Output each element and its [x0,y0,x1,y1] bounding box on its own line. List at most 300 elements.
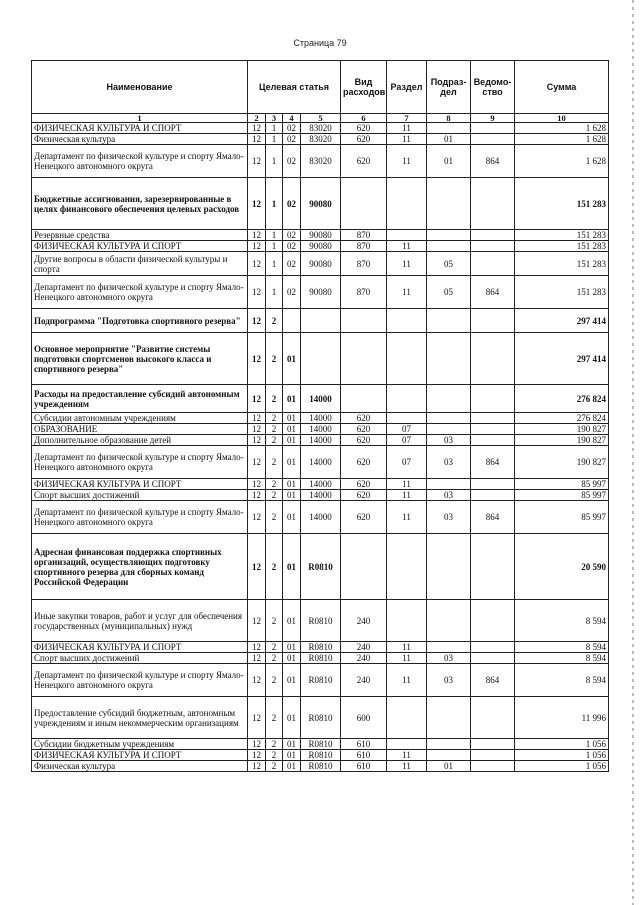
cell-subsection [427,385,471,413]
cell-section: 07 [387,424,427,435]
cell-target-direction: R0810 [301,534,341,600]
cell-department [471,761,515,772]
cell-target-event: 01 [283,424,301,435]
cell-subsection: 03 [427,490,471,501]
table-row [32,501,609,534]
cell-sum: 297 414 [515,333,609,385]
cell-target-subprogram: 2 [266,501,283,534]
cell-name: Спорт высших достижений [32,490,248,501]
cell-name: Спорт высших достижений [32,653,248,664]
cell-sum: 151 283 [515,241,609,252]
table-row [32,534,609,600]
cell-department: 864 [471,501,515,534]
cell-target-event: 01 [283,479,301,490]
cell-target-event: 01 [283,435,301,446]
cell-target-event: 02 [283,134,301,145]
cell-sum: 20 590 [515,534,609,600]
cell-section [387,534,427,600]
cell-name: Основное мероприятие "Развитие системы подготовки спортсменов высокого класса и спортивного резерва" [32,333,248,385]
header-row [32,61,609,114]
header-expense-type: Вид расходов [341,61,387,114]
cell-target-event [283,309,301,333]
cell-section: 11 [387,252,427,276]
cell-name: Другие вопросы в области физической культуры и спорта [32,252,248,276]
header-sum: Сумма [515,61,609,114]
cell-department [471,241,515,252]
cell-name: Департамент по физической культуре и спорту Ямало-Ненецкого автономного округа [32,276,248,309]
cell-name: Физическая культура [32,761,248,772]
cell-section: 11 [387,642,427,653]
cell-sum: 151 283 [515,230,609,241]
cell-target-program: 12 [248,276,266,309]
cell-target-subprogram: 2 [266,479,283,490]
cell-target-event: 01 [283,750,301,761]
cell-target-event: 01 [283,739,301,750]
cell-target-subprogram: 2 [266,435,283,446]
table-row [32,134,609,145]
cell-target-event: 01 [283,501,301,534]
cell-expense-type: 620 [341,134,387,145]
cell-target-program: 12 [248,446,266,479]
cell-department [471,435,515,446]
cell-target-subprogram: 2 [266,750,283,761]
cell-department: 864 [471,145,515,178]
cell-sum: 1 628 [515,123,609,134]
cell-subsection [427,333,471,385]
cell-target-program: 12 [248,134,266,145]
cell-section: 11 [387,750,427,761]
cell-expense-type: 870 [341,252,387,276]
cell-expense-type: 240 [341,653,387,664]
cell-target-program: 12 [248,178,266,230]
cell-sum: 151 283 [515,178,609,230]
cell-target-event: 02 [283,276,301,309]
cell-target-event: 01 [283,761,301,772]
cell-section [387,309,427,333]
cell-expense-type: 620 [341,145,387,178]
cell-section [387,739,427,750]
cell-section: 11 [387,134,427,145]
cell-expense-type: 240 [341,600,387,642]
cell-target-direction: 90080 [301,230,341,241]
cell-target-direction: R0810 [301,750,341,761]
cell-target-direction [301,309,341,333]
cell-name: Расходы на предоставление субсидий автономным учреждениям [32,385,248,413]
col-number: 6 [341,114,387,123]
cell-target-program: 12 [248,750,266,761]
cell-target-program: 12 [248,241,266,252]
header-name: Наименование [32,61,248,114]
cell-subsection [427,241,471,252]
cell-target-direction: 14000 [301,413,341,424]
header-department: Ведомо-ство [471,61,515,114]
cell-subsection: 03 [427,446,471,479]
cell-department [471,490,515,501]
cell-sum: 1 056 [515,739,609,750]
cell-name: ФИЗИЧЕСКАЯ КУЛЬТУРА И СПОРТ [32,241,248,252]
cell-target-program: 12 [248,501,266,534]
cell-target-program: 12 [248,230,266,241]
cell-expense-type: 620 [341,123,387,134]
cell-expense-type: 620 [341,490,387,501]
cell-target-subprogram: 1 [266,230,283,241]
cell-expense-type: 610 [341,750,387,761]
cell-target-subprogram: 2 [266,739,283,750]
cell-sum: 276 824 [515,385,609,413]
cell-target-event: 02 [283,178,301,230]
cell-section: 11 [387,664,427,697]
table-row [32,413,609,424]
cell-target-direction: R0810 [301,664,341,697]
cell-section [387,333,427,385]
cell-expense-type: 620 [341,424,387,435]
cell-expense-type [341,385,387,413]
cell-expense-type: 620 [341,446,387,479]
cell-target-program: 12 [248,424,266,435]
cell-target-event: 01 [283,333,301,385]
cell-name: Департамент по физической культуре и спорту Ямало-Ненецкого автономного округа [32,446,248,479]
cell-expense-type [341,333,387,385]
cell-expense-type: 620 [341,435,387,446]
table-row [32,435,609,446]
col-number: 1 [32,114,248,123]
table-row [32,600,609,642]
cell-target-direction: 83020 [301,123,341,134]
cell-name: Резервные средства [32,230,248,241]
table-row [32,123,609,134]
cell-subsection [427,479,471,490]
cell-sum: 1 056 [515,761,609,772]
cell-target-event: 01 [283,664,301,697]
cell-name: ФИЗИЧЕСКАЯ КУЛЬТУРА И СПОРТ [32,642,248,653]
col-number: 2 [248,114,266,123]
cell-subsection [427,739,471,750]
cell-target-subprogram: 2 [266,664,283,697]
table-row [32,446,609,479]
cell-target-subprogram: 2 [266,600,283,642]
cell-name: Дополнительное образование детей [32,435,248,446]
cell-target-program: 12 [248,600,266,642]
cell-target-direction: R0810 [301,653,341,664]
cell-target-subprogram: 1 [266,252,283,276]
cell-section: 11 [387,761,427,772]
cell-expense-type: 610 [341,761,387,772]
cell-expense-type [341,178,387,230]
cell-target-event: 01 [283,600,301,642]
col-number: 10 [515,114,609,123]
cell-subsection: 03 [427,664,471,697]
cell-section [387,413,427,424]
col-number: 3 [266,114,283,123]
cell-sum: 8 594 [515,642,609,653]
cell-subsection: 01 [427,134,471,145]
cell-target-event: 01 [283,446,301,479]
cell-department [471,178,515,230]
cell-department [471,750,515,761]
cell-section: 11 [387,241,427,252]
cell-target-event: 01 [283,697,301,739]
cell-target-direction: R0810 [301,761,341,772]
cell-sum: 85 997 [515,490,609,501]
cell-target-program: 12 [248,761,266,772]
col-number: 5 [301,114,341,123]
cell-sum: 151 283 [515,276,609,309]
cell-target-direction: 83020 [301,145,341,178]
cell-department [471,123,515,134]
cell-name: Адресная финансовая поддержка спортивных организаций, осуществляющих подготовку спортивного резерва для сборных команд Российской Федерации [32,534,248,600]
cell-department [471,739,515,750]
cell-target-subprogram: 2 [266,309,283,333]
cell-target-direction: R0810 [301,642,341,653]
cell-department [471,252,515,276]
cell-target-event: 01 [283,413,301,424]
cell-sum: 85 997 [515,501,609,534]
cell-subsection [427,230,471,241]
col-number: 7 [387,114,427,123]
cell-subsection: 05 [427,276,471,309]
cell-name: Бюджетные ассигнования, зарезервированные в целях финансового обеспечения целевых расходов [32,178,248,230]
cell-section: 07 [387,446,427,479]
cell-target-subprogram: 2 [266,333,283,385]
table-row [32,424,609,435]
cell-name: ФИЗИЧЕСКАЯ КУЛЬТУРА И СПОРТ [32,750,248,761]
cell-subsection [427,424,471,435]
cell-name: Субсидии бюджетным учреждениям [32,739,248,750]
cell-sum: 1 628 [515,145,609,178]
cell-sum: 85 997 [515,479,609,490]
cell-expense-type: 610 [341,739,387,750]
cell-expense-type: 240 [341,642,387,653]
table-row [32,276,609,309]
cell-department [471,600,515,642]
cell-subsection: 03 [427,435,471,446]
cell-department [471,479,515,490]
cell-section: 11 [387,276,427,309]
cell-target-program: 12 [248,534,266,600]
cell-target-direction: 14000 [301,385,341,413]
cell-section [387,230,427,241]
cell-department [471,424,515,435]
cell-department: 864 [471,664,515,697]
cell-section: 11 [387,501,427,534]
cell-expense-type: 620 [341,479,387,490]
cell-subsection: 03 [427,501,471,534]
cell-subsection [427,600,471,642]
cell-department: 864 [471,276,515,309]
cell-target-subprogram: 2 [266,642,283,653]
table-row [32,230,609,241]
cell-sum: 1 056 [515,750,609,761]
cell-department [471,134,515,145]
cell-expense-type: 600 [341,697,387,739]
cell-department [471,309,515,333]
cell-target-direction: 14000 [301,435,341,446]
cell-subsection [427,123,471,134]
cell-target-program: 12 [248,490,266,501]
cell-name: Подпрограмма "Подготовка спортивного резерва" [32,309,248,333]
table-row [32,750,609,761]
col-number: 9 [471,114,515,123]
cell-target-event: 02 [283,230,301,241]
cell-section [387,178,427,230]
cell-target-program: 12 [248,739,266,750]
cell-sum: 11 996 [515,697,609,739]
cell-expense-type [341,534,387,600]
table-row [32,145,609,178]
col-number: 8 [427,114,471,123]
cell-section: 07 [387,435,427,446]
cell-sum: 190 827 [515,435,609,446]
cell-target-direction: 14000 [301,424,341,435]
cell-target-event: 01 [283,490,301,501]
table-row [32,490,609,501]
cell-department [471,413,515,424]
col-number: 4 [283,114,301,123]
cell-target-program: 12 [248,697,266,739]
cell-name: Субсидии автономным учреждениям [32,413,248,424]
cell-department [471,385,515,413]
cell-name: ОБРАЗОВАНИЕ [32,424,248,435]
cell-target-program: 12 [248,123,266,134]
cell-sum: 276 824 [515,413,609,424]
cell-expense-type: 870 [341,230,387,241]
cell-section [387,697,427,739]
cell-section [387,600,427,642]
cell-sum: 8 594 [515,653,609,664]
table-row [32,761,609,772]
cell-subsection [427,309,471,333]
cell-target-direction: R0810 [301,600,341,642]
table-row [32,739,609,750]
cell-subsection [427,642,471,653]
cell-target-direction: 14000 [301,490,341,501]
cell-target-subprogram: 2 [266,424,283,435]
cell-expense-type: 620 [341,501,387,534]
cell-target-subprogram: 2 [266,697,283,739]
cell-sum: 297 414 [515,309,609,333]
header-target: Целевая статья [248,61,341,114]
cell-target-event: 02 [283,123,301,134]
cell-department [471,653,515,664]
header-section: Раздел [387,61,427,114]
cell-target-program: 12 [248,435,266,446]
cell-target-event: 02 [283,241,301,252]
cell-section: 11 [387,479,427,490]
cell-target-subprogram: 2 [266,653,283,664]
cell-expense-type: 620 [341,413,387,424]
cell-sum: 1 628 [515,134,609,145]
cell-expense-type: 870 [341,276,387,309]
cell-target-subprogram: 2 [266,761,283,772]
cell-target-direction: 14000 [301,479,341,490]
cell-subsection [427,178,471,230]
cell-target-program: 12 [248,413,266,424]
cell-target-program: 12 [248,385,266,413]
cell-section: 11 [387,123,427,134]
cell-target-subprogram: 1 [266,145,283,178]
cell-target-subprogram: 2 [266,413,283,424]
table-row [32,479,609,490]
cell-name: Иные закупки товаров, работ и услуг для обеспечения государственных (муниципальных) нужд [32,600,248,642]
cell-target-direction: R0810 [301,697,341,739]
cell-target-program: 12 [248,653,266,664]
table-row [32,664,609,697]
cell-name: ФИЗИЧЕСКАЯ КУЛЬТУРА И СПОРТ [32,123,248,134]
cell-sum: 8 594 [515,664,609,697]
cell-target-program: 12 [248,309,266,333]
header-subsection: Подраз-дел [427,61,471,114]
table-row [32,385,609,413]
cell-subsection [427,413,471,424]
cell-expense-type [341,309,387,333]
cell-target-subprogram: 2 [266,446,283,479]
page-label: Страница 79 [293,38,347,48]
cell-target-direction: R0810 [301,739,341,750]
cell-target-event: 02 [283,252,301,276]
cell-subsection [427,750,471,761]
cell-target-program: 12 [248,642,266,653]
cell-target-subprogram: 2 [266,534,283,600]
cell-subsection: 01 [427,145,471,178]
cell-section: 11 [387,653,427,664]
cell-section: 11 [387,145,427,178]
cell-target-program: 12 [248,664,266,697]
cell-subsection: 01 [427,761,471,772]
cell-target-direction: 90080 [301,252,341,276]
cell-target-direction [301,333,341,385]
cell-target-direction: 83020 [301,134,341,145]
cell-target-event: 01 [283,653,301,664]
cell-department [471,333,515,385]
table-row [32,642,609,653]
cell-target-direction: 14000 [301,501,341,534]
cell-target-event: 02 [283,145,301,178]
cell-name: Департамент по физической культуре и спорту Ямало-Ненецкого автономного округа [32,501,248,534]
cell-sum: 190 827 [515,424,609,435]
cell-name: Физическая культура [32,134,248,145]
cell-target-subprogram: 1 [266,123,283,134]
cell-target-subprogram: 2 [266,385,283,413]
table-row [32,241,609,252]
budget-table [31,60,609,772]
cell-expense-type: 870 [341,241,387,252]
cell-expense-type: 240 [341,664,387,697]
table-row [32,252,609,276]
cell-department [471,642,515,653]
table-row [32,653,609,664]
cell-name: ФИЗИЧЕСКАЯ КУЛЬТУРА И СПОРТ [32,479,248,490]
cell-section [387,385,427,413]
scan-edge [632,0,634,905]
cell-sum: 151 283 [515,252,609,276]
column-number-row [32,114,609,123]
cell-target-subprogram: 1 [266,241,283,252]
cell-target-program: 12 [248,479,266,490]
cell-name: Предоставление субсидий бюджетным, автономным учреждениям и иным некоммерческим организациям [32,697,248,739]
table-row [32,333,609,385]
cell-target-direction: 90080 [301,178,341,230]
cell-subsection [427,534,471,600]
cell-target-subprogram: 1 [266,276,283,309]
cell-target-direction: 14000 [301,446,341,479]
cell-department [471,230,515,241]
cell-subsection: 05 [427,252,471,276]
cell-target-program: 12 [248,333,266,385]
cell-target-direction: 90080 [301,276,341,309]
cell-target-subprogram: 2 [266,490,283,501]
table-row [32,178,609,230]
cell-section: 11 [387,490,427,501]
